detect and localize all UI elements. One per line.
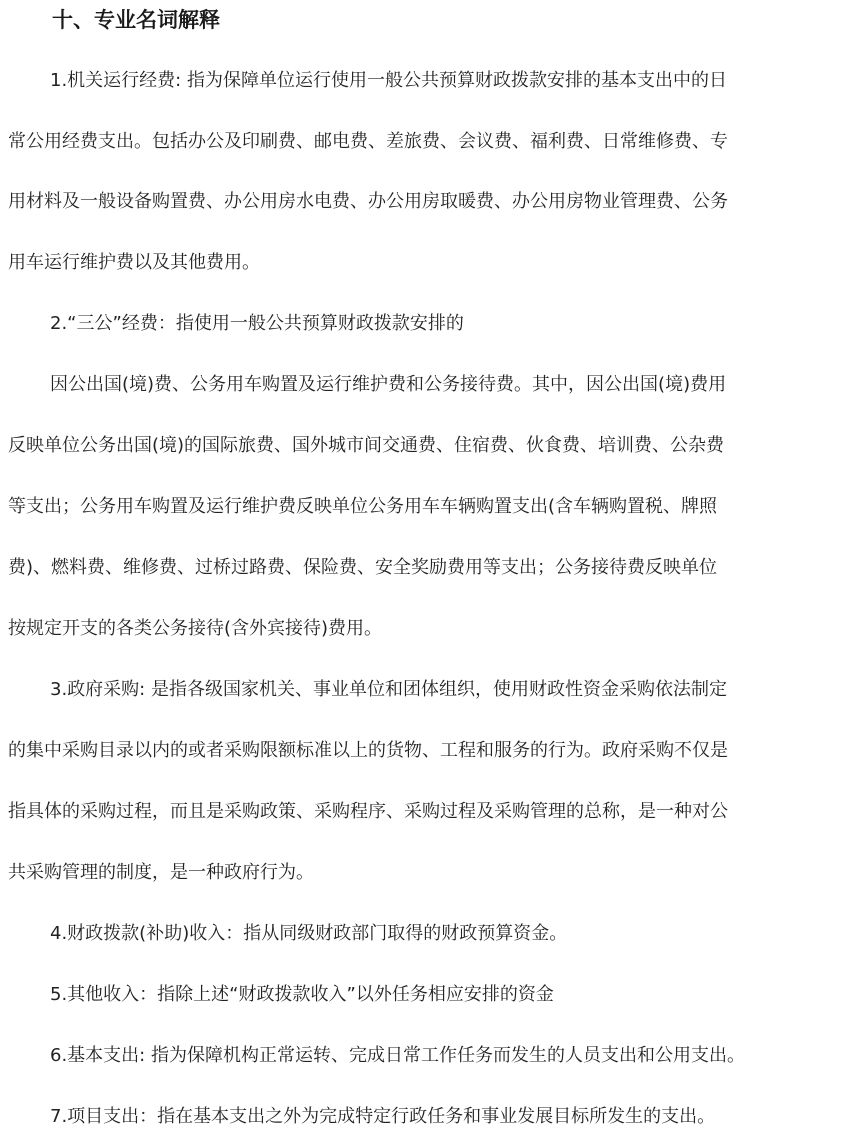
term-3-line-3: 指具体的采购过程，而且是采购政策、采购程序、采购过程及采购管理的总称，是一种对公 <box>8 801 728 822</box>
term-4-line-1: 4.财政拨款(补助)收入：指从同级财政部门取得的财政预算资金。 <box>50 923 568 944</box>
term-2-line-1: 2.“三公”经费：指使用一般公共预算财政拨款安排的 <box>50 313 464 334</box>
term-1-line-3: 用材料及一般设备购置费、办公用房水电费、办公用房取暖费、办公用房物业管理费、公务 <box>8 191 728 212</box>
term-3-line-4: 共采购管理的制度，是一种政府行为。 <box>8 862 314 883</box>
term-2-detail-line-2: 反映单位公务出国(境)的国际旅费、国外城市间交通费、住宿费、伙食费、培训费、公杂费 <box>8 435 725 456</box>
term-2-detail-line-1: 因公出国(境)费、公务用车购置及运行维护费和公务接待费。其中，因公出国(境)费用 <box>50 374 727 395</box>
term-2-detail-line-4: 费)、燃料费、维修费、过桥过路费、保险费、安全奖励费用等支出；公务接待费反映单位 <box>8 557 718 578</box>
term-3-line-2: 的集中采购目录以内的或者采购限额标准以上的货物、工程和服务的行为。政府采购不仅是 <box>8 740 728 761</box>
term-2-detail-line-3: 等支出；公务用车购置及运行维护费反映单位公务用车车辆购置支出(含车辆购置税、牌照 <box>8 496 718 517</box>
term-1-line-4: 用车运行维护费以及其他费用。 <box>8 252 260 273</box>
term-7-line-1: 7.项目支出：指在基本支出之外为完成特定行政任务和事业发展目标所发生的支出。 <box>50 1106 716 1127</box>
term-2-detail-line-5: 按规定开支的各类公务接待(含外宾接待)费用。 <box>8 618 383 639</box>
term-3-line-1: 3.政府采购: 是指各级国家机关、事业单位和团体组织，使用财政性资金采购依法制定 <box>50 679 727 700</box>
term-1-line-1: 1.机关运行经费: 指为保障单位运行使用一般公共预算财政拨款安排的基本支出中的日 <box>50 70 727 91</box>
section-heading: 十、专业名词解释 <box>52 8 220 32</box>
term-5-line-1: 5.其他收入：指除上述“财政拨款收入”以外任务相应安排的资金 <box>50 984 554 1005</box>
term-6-line-1: 6.基本支出: 指为保障机构正常运转、完成日常工作任务而发生的人员支出和公用支出。 <box>50 1045 745 1066</box>
term-1-line-2: 常公用经费支出。包括办公及印刷费、邮电费、差旅费、会议费、福利费、日常维修费、专 <box>8 131 728 152</box>
